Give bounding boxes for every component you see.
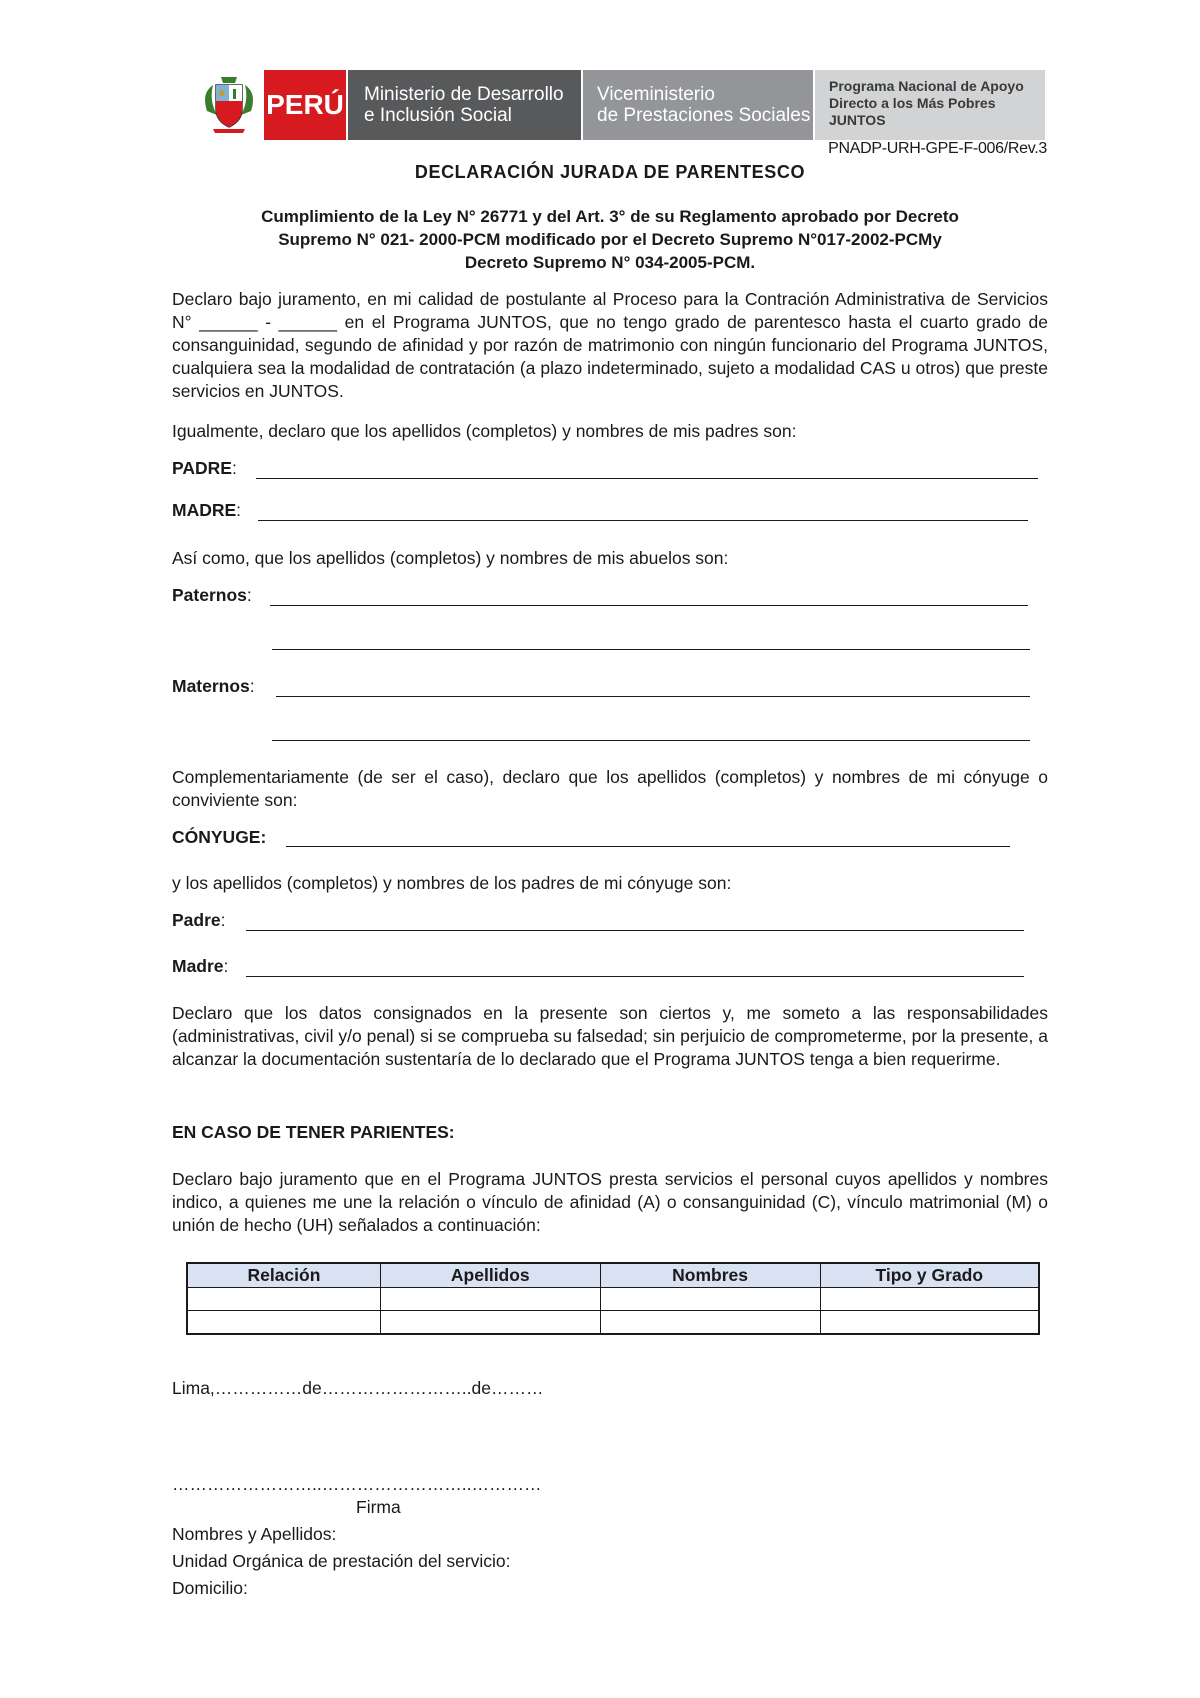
- subtitle-line-2: Supremo N° 021- 2000-PCM modificado por el Decreto Supremo N°017-2002-PCMy: [278, 230, 942, 249]
- maternos-input-line-2[interactable]: [272, 740, 1030, 741]
- firma-label: Firma: [356, 1497, 401, 1517]
- signature-line: ……………………..……………………..…………: [172, 1474, 542, 1494]
- padre-input-line[interactable]: [256, 478, 1038, 479]
- table-cell[interactable]: [187, 1311, 380, 1335]
- header-banner: [196, 70, 1045, 140]
- address-label: Domicilio:: [172, 1578, 248, 1598]
- maternos-input-line-1[interactable]: [276, 696, 1030, 697]
- date-line: Lima,……………de……………………..de………: [172, 1378, 544, 1398]
- relatives-heading: EN CASO DE TENER PARIENTES:: [172, 1122, 455, 1142]
- madre-label: MADRE: [172, 500, 237, 520]
- paternos-input-line-2[interactable]: [272, 649, 1030, 650]
- ministry-line-2: e Inclusión Social: [364, 105, 512, 126]
- intro-paragraph: Declaro bajo juramento, en mi calidad de postulante al Proceso para la Contración Administrativa de Servicios N° ______ - ______ en el Programa JUNTOS, que no tengo grado de parentesco hasta el cuarto grado de consanguinidad, segundo de afinidad y por razón de matrimonio con ningún funcionario del Programa JUNTOS, cualquiera sea la modalidad de contratación (a plazo indeterminado, sujeto a modalidad CAS u otros) que preste servicios en JUNTOS.: [172, 289, 1048, 401]
- table-cell[interactable]: [820, 1311, 1039, 1335]
- padre-conyuge-field: Padre:: [172, 910, 226, 930]
- padre-label: PADRE: [172, 458, 232, 478]
- document-title: DECLARACIÓN JURADA DE PARENTESCO: [414, 162, 806, 182]
- madre-conyuge-field: Madre:: [172, 956, 229, 976]
- maternos-field: Maternos:: [172, 676, 255, 696]
- table-row: [187, 1288, 1039, 1311]
- header-relacion: Relación: [187, 1263, 380, 1288]
- peru-logo: PERÚ: [264, 70, 346, 140]
- padre-conyuge-label: Padre: [172, 910, 221, 930]
- paternos-input-line-1[interactable]: [270, 605, 1028, 606]
- conyuge-input-line[interactable]: [286, 846, 1010, 847]
- subtitle-line-3: Decreto Supremo N° 034-2005-PCM.: [464, 253, 756, 272]
- declaration-paragraph: Declaro que los datos consignados en la presente son ciertos y, me someto a las responsabilidades (administrativas, civil y/o penal) si se comprueba su falsedad; sin perjuicio de comprometerme, por la presente, a alcanzar la documentación sustentaría de lo declarado que el Programa JUNTOS tenga a bien requerirme.: [172, 1003, 1048, 1069]
- table-header-row: [187, 1263, 1039, 1288]
- legal-subtitle: [180, 205, 1040, 274]
- header-tipo-grado: Tipo y Grado: [820, 1263, 1039, 1288]
- spouse-parents-intro: y los apellidos (completos) y nombres de los padres de mi cónyuge son:: [172, 873, 732, 893]
- header-apellidos: Apellidos: [380, 1263, 600, 1288]
- table-cell[interactable]: [380, 1288, 600, 1311]
- vice-line-2: de Prestaciones Sociales: [597, 105, 811, 126]
- document-code: PNADP-URH-GPE-F-006/Rev.3: [828, 140, 1047, 157]
- padre-conyuge-input-line[interactable]: [246, 930, 1024, 931]
- table-cell[interactable]: [380, 1311, 600, 1335]
- program-block: [815, 70, 1045, 140]
- madre-conyuge-label: Madre: [172, 956, 224, 976]
- relatives-paragraph: Declaro bajo juramento que en el Programa JUNTOS presta servicios el personal cuyos apellidos y nombres indico, a quienes me une la relación o vínculo de afinidad (A) o consanguinidad (C), vínculo matrimonial (M) o unión de hecho (UH) señalados a continuación:: [172, 1169, 1048, 1235]
- spouse-intro: Complementariamente (de ser el caso), declaro que los apellidos (completos) y nombres de mi cónyuge o conviviente son:: [172, 767, 1048, 810]
- coat-of-arms-icon: [196, 70, 262, 140]
- table-cell[interactable]: [600, 1311, 820, 1335]
- program-line-1: Programa Nacional de Apoyo: [829, 78, 1024, 94]
- table-cell[interactable]: [600, 1288, 820, 1311]
- maternos-label: Maternos: [172, 676, 250, 696]
- parents-intro: Igualmente, declaro que los apellidos (completos) y nombres de mis padres son:: [172, 421, 797, 441]
- grandparents-intro: Así como, que los apellidos (completos) y nombres de mis abuelos son:: [172, 548, 729, 568]
- subtitle-line-1: Cumplimiento de la Ley N° 26771 y del Art. 3° de su Reglamento aprobado por Decreto: [261, 207, 959, 226]
- madre-input-line[interactable]: [258, 520, 1028, 521]
- ministry-line-1: Ministerio de Desarrollo: [364, 84, 564, 105]
- program-line-3: JUNTOS: [829, 112, 886, 128]
- names-label: Nombres y Apellidos:: [172, 1524, 337, 1544]
- paternos-label: Paternos: [172, 585, 247, 605]
- header-nombres: Nombres: [600, 1263, 820, 1288]
- relatives-table: [186, 1262, 1040, 1335]
- table-cell[interactable]: [820, 1288, 1039, 1311]
- vice-ministry-block: [583, 70, 813, 140]
- conyuge-field: [172, 827, 266, 848]
- program-line-2: Directo a los Más Pobres: [829, 95, 996, 111]
- padre-field: PADRE:: [172, 458, 237, 478]
- vice-line-1: Viceministerio: [597, 84, 715, 105]
- table-row: [187, 1311, 1039, 1335]
- unit-label: Unidad Orgánica de prestación del servicio:: [172, 1551, 511, 1571]
- madre-conyuge-input-line[interactable]: [246, 976, 1024, 977]
- conyuge-label: CÓNYUGE:: [172, 827, 267, 847]
- paternos-field: Paternos:: [172, 585, 252, 605]
- madre-field: MADRE:: [172, 500, 242, 520]
- table-cell[interactable]: [187, 1288, 380, 1311]
- ministry-block: [348, 70, 581, 140]
